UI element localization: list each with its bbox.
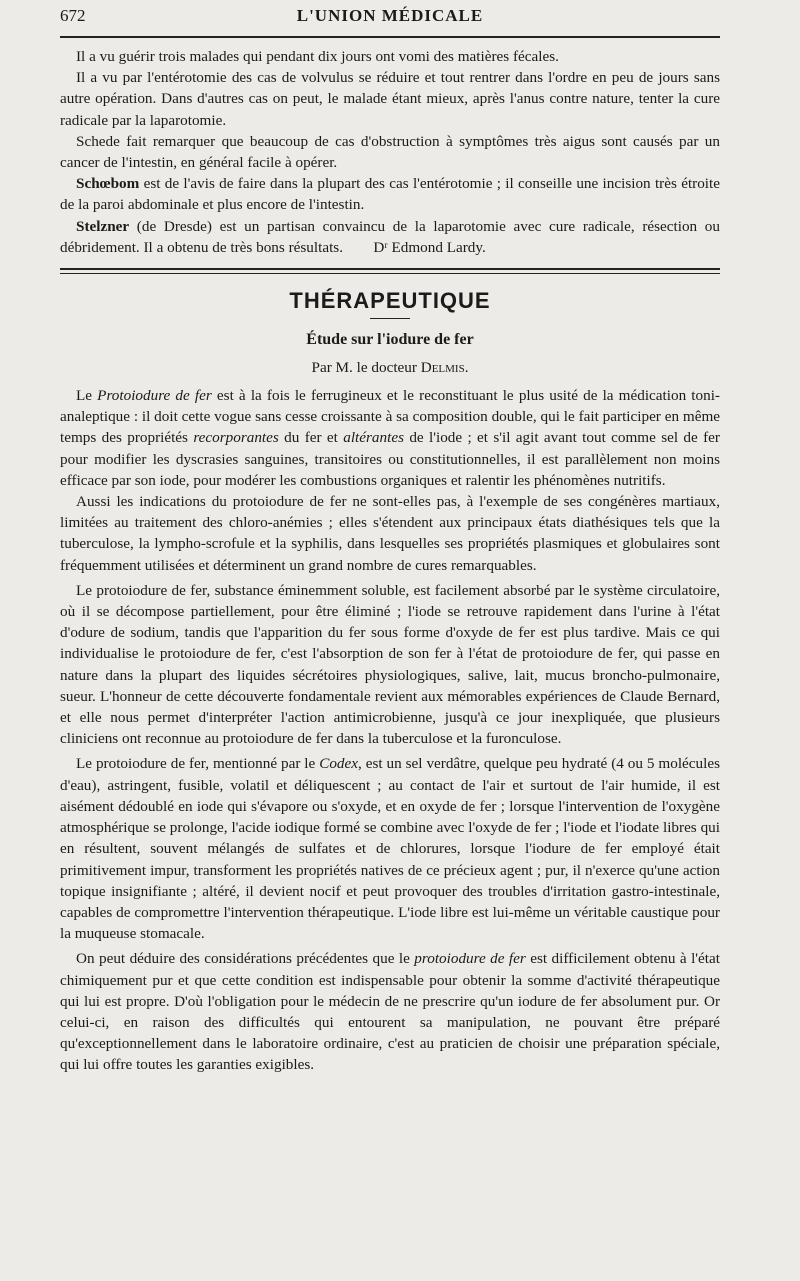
signature: Dʳ Edmond Lardy. xyxy=(373,238,486,256)
previous-article-end xyxy=(60,46,720,258)
paragraph-3: Le protoiodure de fer, substance éminemment soluble, est facilement absorbé par le système circulatoire, où il se décompose partiellement, pour être éliminé ; l'iode se retrouve rapidement dans l'urine à l'état d'odure de sodium, tandis que l'apparition du fer sous forme d'oxyde de fer est plus tardive. Mais ce qui individualise le protoiodure de fer, c'est l'absorption de son fer à l'état de protoiodure de fer, qui passe en nature dans la plupart des liquides sécrétoires physiologiques, salive, lait, mucus broncho-pulmonaire, sueur. L'honneur de cette découverte fondamentale revient aux mémorables expériences de Claude Bernard, et elle nous permet d'interpréter l'action antimicrobienne, jusqu'à ce jour inexpliquée, que plusieurs cliniciens ont reconnue au protoiodure de fer dans la tuberculose et la furonculose. xyxy=(60,581,720,748)
running-title: L'UNION MÉDICALE xyxy=(296,6,484,25)
paragraph: Il a vu par l'entérotomie des cas de volvulus se réduire et tout rentrer dans l'ordre en peu de jours sans autre opération. Dans d'autres cas on peut, le malade étant mieux, après l'anus contre nature, tenter la cure radicale par la laparotomie. xyxy=(60,69,720,129)
byline xyxy=(60,359,720,377)
italic-term: Protoiodure de fer xyxy=(97,387,212,405)
italic-term: recorporantes xyxy=(193,429,279,447)
header-rule xyxy=(60,36,720,38)
speaker-name: Stelzner xyxy=(76,217,130,235)
author-name: Delmis. xyxy=(420,359,469,377)
italic-term: altérantes xyxy=(343,429,404,447)
short-rule xyxy=(370,318,410,319)
text: est à la fois le ferrugineux et le reconstituant le plus usité de la médication toni-analeptique : il doit cette vogue sans cesse croissante à sa composition double, qui le fait participer en même temps des propriétés xyxy=(60,387,720,447)
paragraph-text: (de Dresde) est un partisan convaincu de la laparotomie avec cure radicale, résection ou débridement. Il a obtenu de très bons résultats. xyxy=(60,217,720,256)
paragraph-5 xyxy=(60,948,720,1075)
speaker-name: Schœbom xyxy=(76,175,140,193)
paragraph: Il a vu guérir trois malades qui pendant dix jours ont vomi des matières fécales. xyxy=(76,48,559,65)
text: Le xyxy=(76,387,98,405)
byline-prefix: Par M. le docteur xyxy=(311,359,421,377)
paragraph: Schede fait remarquer que beaucoup de cas d'obstruction à symptômes très aigus sont causés par un cancer de l'intestin, en général facile à opérer. xyxy=(60,132,720,172)
paragraph-stelzner xyxy=(60,216,720,258)
text: est difficilement obtenu à l'état chimiquement pur et que cette condition est indispensable pour obtenir la somme d'activité thérapeutique qui lui est propre. D'où l'obligation pour le médecin de ne prescrire qu'un iodure de fer absolument pur. Or celui-ci, en raison des difficultés qui entourent sa manipulation, ne pouvant être préparé qu'exceptionnellement dans le laboratoire ordinaire, c'est au praticien de choisir une préparation spéciale, qui lui offre toutes les garanties exigibles. xyxy=(60,950,720,1074)
text: , est un sel verdâtre, quelque peu hydraté (4 ou 5 molécules d'eau), astringent, fusible, volatil et déliquescent ; au contact de l'air et surtout de l'air humide, il est aisément dédoublé en iode qui s'évapore ou s'oxyde, et en oxyde de fer ; lorsque l'intervention de l'oxygène atmosphérique se prolonge, l'acide iodique formé se combine avec l'oxyde de fer ; l'iode et l'iodate libres qui en résultent, souvent mélangés de sulfates et de chlorures, lorsque l'iodure de fer employé était primitivement impur, transforment les propriétés natives de ce précieux agent ; pur, il n'exerce qu'une action topique insignifiante ; altéré, il devient nocif et peut provoquer des troubles d'irritation gastro-intestinale, capables de compromettre l'intervention thérapeutique. L'iode libre est lui-même un véritable caustique pour la muqueuse stomacale. xyxy=(60,755,721,943)
article-title: Étude sur l'iodure de fer xyxy=(306,331,474,349)
paragraph-4 xyxy=(60,753,720,944)
paragraph-schoebom xyxy=(60,173,720,215)
text: de l'iode ; et s'il agit avant tout comme sel de fer pour modifier les dyscrasies sanguines, transitoires ou constitutionnelles, il est parallèlement non moins efficace par son iode, pour modérer les combustions organiques et ralentir les phénomènes nutritifs. xyxy=(60,429,720,489)
paragraph-2: Aussi les indications du protoiodure de fer ne sont-elles pas, à l'exemple de ses congénères martiaux, limitées au traitement des chloro-anémies ; elles s'étendent aux principaux états diathésiques tels que la tuberculose, la lympho-scrofule et la syphilis, dans lesquelles ses propriétés plasmiques et globulaires sont fréquemment utilisées et déterminent un grand nombre de cures remarquables. xyxy=(60,493,720,574)
paragraph-1 xyxy=(60,385,720,491)
text: du fer et xyxy=(278,429,344,447)
paragraph-text: est de l'avis de faire dans la plupart des cas l'entérotomie ; il conseille une incision très étroite de la paroi abdominale et plus encore de l'intestin. xyxy=(60,175,720,214)
article-body xyxy=(60,385,720,1076)
section-rule xyxy=(60,268,720,274)
text: On peut déduire des considérations précédentes que le xyxy=(76,950,415,968)
italic-term: Codex xyxy=(319,755,359,773)
page-header xyxy=(60,6,720,32)
italic-term: protoiodure de fer xyxy=(414,950,526,968)
section-title: THÉRAPEUTIQUE xyxy=(289,288,491,314)
text: Le protoiodure de fer, mentionné par le xyxy=(76,755,320,773)
page-number: 672 xyxy=(60,6,86,25)
